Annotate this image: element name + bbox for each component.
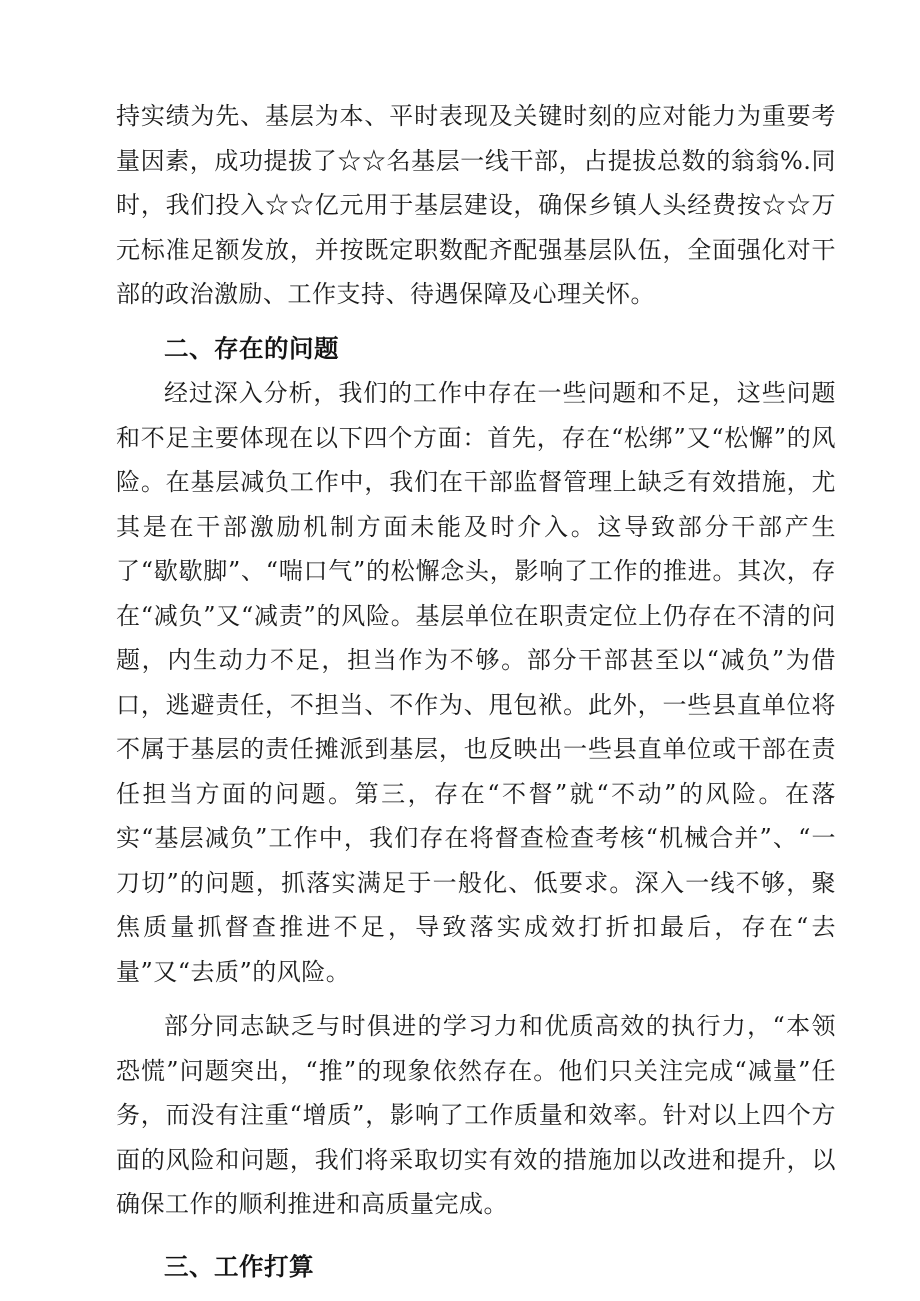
spacer <box>116 317 836 327</box>
spacer <box>116 1227 836 1245</box>
paragraph-problems-analysis: 经过深入分析，我们的工作中存在一些问题和不足，这些问题和不足主要体现在以下四个方面：首先，存在“松绑”又“松懈”的风险。在基层减负工作中，我们在干部监督管理上缺乏有效措施，尤其是在干部激励机制方面未能及时介入。这导致部分干部产生了“歇歇脚”、“喘口气”的松懈念头，影响了工作的推进。其次，存在“减负”又“减责”的风险。基层单位在职责定位上仍存在不清的问题，内生动力不足，担当作为不够。部分干部甚至以“减负”为借口，逃避责任，不担当、不作为、甩包袱。此外，一些县直单位将不属于基层的责任摊派到基层，也反映出一些县直单位或干部在责任担当方面的问题。第三，存在“不督”就“不动”的风险。在落实“基层减负”工作中，我们存在将督查检查考核“机械合并”、“一刀切”的问题，抓落实满足于一般化、低要求。深入一线不够，聚焦质量抓督查推进不足，导致落实成效打折扣最后，存在“去量”又“去质”的风险。 <box>116 379 836 986</box>
heading-existing-problems: 二、存在的问题 <box>164 333 339 363</box>
spacer <box>116 994 836 1004</box>
paragraph-problems-summary: 部分同志缺乏与时俱进的学习力和优质高效的执行力，“本领恐慌”问题突出，“推”的现象依然存在。他们只关注完成“减量”任务，而没有注重“增质”，影响了工作质量和效率。针对以上四个方面的风险和问题，我们将采取切实有效的措施加以改进和提升，以确保工作的顺利推进和高质量完成。 <box>116 1012 836 1218</box>
heading-work-plan: 三、工作打算 <box>164 1251 314 1281</box>
paragraph-achievements: 持实绩为先、基层为本、平时表现及关键时刻的应对能力为重要考量因素，成功提拔了☆☆名基层一线干部，占提拔总数的翁翁%.同时，我们投入☆☆亿元用于基层建设，确保乡镇人头经费按☆☆万元标准足额发放，并按既定职数配齐配强基层队伍，全面强化对干部的政治激励、工作支持、待遇保障及心理关怀。 <box>116 102 836 308</box>
document-body <box>116 94 836 1289</box>
